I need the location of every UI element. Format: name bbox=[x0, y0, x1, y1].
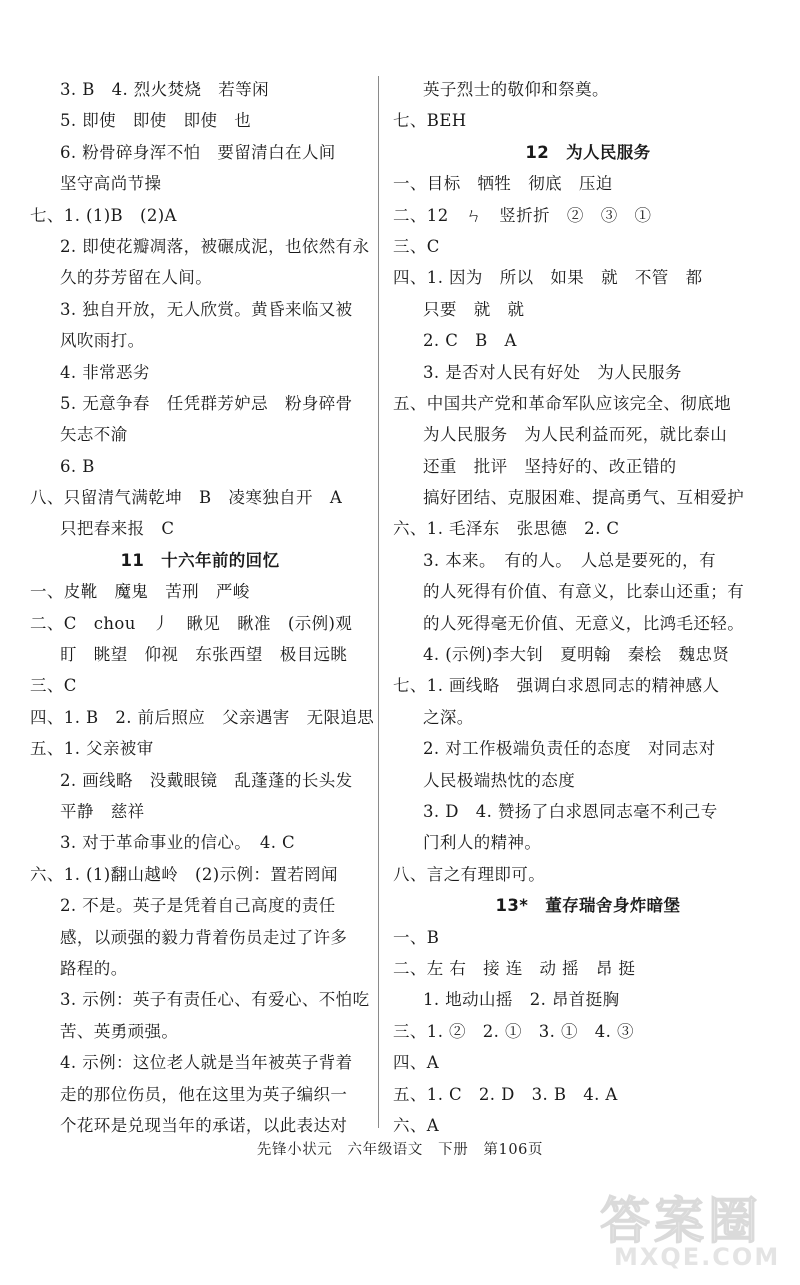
right-answer-line: 只要 就 就 bbox=[423, 299, 525, 319]
right-answer-line: 3. 本来。 有的人。 人总是要死的，有 bbox=[423, 550, 716, 570]
left-answer-line: 3. 独自开放，无人欣赏。黄昏来临又被 bbox=[60, 299, 353, 319]
left-answer-line: 七、1. (1)B (2)A bbox=[30, 205, 177, 225]
right-answer-line: 2. C B A bbox=[423, 331, 517, 351]
right-section-title: 12 为人民服务 bbox=[525, 142, 651, 162]
right-answer-line: 五、1. C 2. D 3. B 4. A bbox=[393, 1084, 618, 1104]
right-answer-line: 3. D 4. 赞扬了白求恩同志毫不利己专 bbox=[423, 801, 718, 821]
left-answer-line: 2. 即使花瓣凋落，被碾成泥，也依然有永 bbox=[60, 236, 370, 256]
left-column bbox=[30, 74, 375, 1141]
left-answer-line: 个花环是兑现当年的承诺，以此表达对 bbox=[60, 1115, 348, 1135]
right-answer-line: 六、A bbox=[393, 1115, 440, 1135]
left-answer-line: 苦、英勇顽强。 bbox=[60, 1021, 179, 1041]
right-answer-line: 二、12 ㄣ 竖折折 ② ③ ① bbox=[393, 205, 652, 225]
left-answer-line: 只把春来报 C bbox=[60, 519, 175, 539]
left-answer-line: 路程的。 bbox=[60, 958, 128, 978]
right-column bbox=[393, 74, 783, 1141]
left-section-title: 11 十六年前的回忆 bbox=[120, 550, 280, 570]
right-answer-line: 四、1. 因为 所以 如果 就 不管 都 bbox=[393, 268, 703, 288]
right-answer-line: 一、目标 牺牲 彻底 压迫 bbox=[393, 174, 613, 194]
right-answer-line: 人民极端热忱的态度 bbox=[423, 770, 576, 790]
left-answer-line: 二、C chou 丿 瞅见 瞅准 (示例)观 bbox=[30, 613, 353, 633]
right-answer-line: 为人民服务 为人民利益而死，就比泰山 bbox=[423, 425, 728, 445]
right-answer-line: 二、左 右 接 连 动 摇 昂 挺 bbox=[393, 958, 636, 978]
left-answer-line: 6. B bbox=[60, 456, 95, 476]
left-answer-line: 风吹雨打。 bbox=[60, 331, 145, 351]
right-answer-line: 英子烈士的敬仰和祭奠。 bbox=[423, 80, 609, 99]
right-answer-line: 搞好团结、克服困难、提高勇气、互相爱护 bbox=[423, 488, 745, 508]
left-answer-line: 坚守高尚节操 bbox=[60, 174, 162, 194]
right-answer-line: 3. 是否对人民有好处 为人民服务 bbox=[423, 362, 682, 382]
right-answer-line: 的人死得有价值、有意义，比泰山还重；有 bbox=[423, 582, 745, 602]
watermark-logo bbox=[592, 1177, 792, 1277]
right-answer-line: 还重 批评 坚持好的、改正错的 bbox=[423, 456, 677, 476]
left-answer-line: 2. 不是。英子是凭着自己高度的责任 bbox=[60, 896, 336, 916]
left-answer-line: 四、1. B 2. 前后照应 父亲遇害 无限追思 bbox=[30, 707, 375, 727]
watermark-title: 答案圈 bbox=[600, 1192, 762, 1250]
left-answer-line: 2. 画线略 没戴眼镜 乱蓬蓬的长头发 bbox=[60, 770, 353, 790]
page-footer: 先锋小状元 六年级语文 下册 第106页 bbox=[256, 1142, 544, 1158]
right-answer-line: 三、C bbox=[393, 236, 440, 256]
left-answer-line: 平静 慈祥 bbox=[60, 801, 145, 821]
right-answer-line: 三、1. ② 2. ① 3. ① 4. ③ bbox=[393, 1021, 634, 1041]
left-answer-line: 3. 对于革命事业的信心。 4. C bbox=[60, 833, 296, 853]
right-answer-line: 七、1. 画线略 强调白求恩同志的精神感人 bbox=[393, 676, 720, 696]
right-answer-line: 门利人的精神。 bbox=[423, 833, 542, 853]
left-answer-line: 5. 无意争春 任凭群芳妒忌 粉身碎骨 bbox=[60, 393, 353, 413]
left-answer-line: 盯 眺望 仰视 东张西望 极目远眺 bbox=[60, 645, 348, 665]
left-answer-line: 矢志不渝 bbox=[60, 425, 128, 445]
right-answer-line: 2. 对工作极端负责任的态度 对同志对 bbox=[423, 739, 716, 759]
right-answer-line: 之深。 bbox=[423, 707, 474, 727]
watermark-site: MXQE.COM bbox=[614, 1243, 781, 1271]
right-answer-line: 四、A bbox=[393, 1053, 440, 1073]
left-answer-line: 三、C bbox=[30, 676, 77, 696]
left-answer-line: 4. 示例：这位老人就是当年被英子背着 bbox=[60, 1053, 353, 1073]
right-answer-line: 4. (示例)李大钊 夏明翰 秦桧 魏忠贤 bbox=[423, 645, 730, 665]
left-answer-line: 走的那位伤员，他在这里为英子编织一 bbox=[60, 1084, 348, 1104]
left-answer-line: 一、皮靴 魔鬼 苦刑 严峻 bbox=[30, 582, 250, 602]
left-answer-line: 感，以顽强的毅力背着伤员走过了许多 bbox=[60, 927, 348, 947]
left-answer-line: 5. 即使 即使 即使 也 bbox=[60, 111, 252, 131]
left-answer-line: 3. 示例：英子有责任心、有爱心、不怕吃 bbox=[60, 990, 370, 1010]
column-divider bbox=[378, 76, 379, 1128]
right-answer-line: 的人死得毫无价值、无意义，比鸿毛还轻。 bbox=[423, 613, 745, 633]
left-answer-line: 久的芬芳留在人间。 bbox=[60, 268, 213, 288]
right-answer-line: 1. 地动山摇 2. 昂首挺胸 bbox=[423, 990, 620, 1010]
left-answer-line: 五、1. 父亲被审 bbox=[30, 739, 154, 759]
right-answer-line: 八、言之有理即可。 bbox=[393, 864, 546, 884]
left-answer-line: 六、1. (1)翻山越岭 (2)示例：置若罔闻 bbox=[30, 864, 338, 884]
left-answer-line: 八、只留清气满乾坤 B 凌寒独自开 A bbox=[30, 488, 343, 508]
right-answer-line: 五、中国共产党和革命军队应该完全、彻底地 bbox=[393, 393, 731, 413]
right-answer-line: 七、BEH bbox=[393, 111, 467, 131]
right-answer-line: 一、B bbox=[393, 927, 440, 947]
left-answer-line: 6. 粉骨碎身浑不怕 要留清白在人间 bbox=[60, 142, 336, 162]
right-section-title: 13* 董存瑞舍身炸暗堡 bbox=[495, 896, 681, 916]
left-answer-line: 3. B 4. 烈火焚烧 若等闲 bbox=[60, 80, 270, 99]
left-answer-line: 4. 非常恶劣 bbox=[60, 362, 150, 382]
right-answer-line: 六、1. 毛泽东 张思德 2. C bbox=[393, 519, 620, 539]
